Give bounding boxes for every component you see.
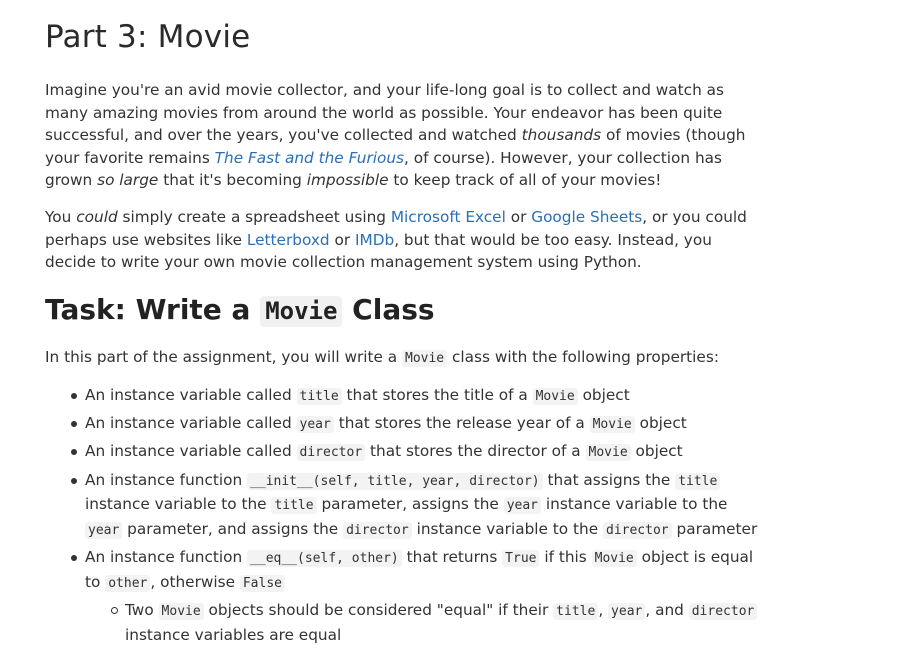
options-text-1: You [45, 208, 77, 226]
inline-code: Movie [533, 388, 578, 405]
list-text: instance variables are equal [125, 625, 342, 644]
options-paragraph [45, 206, 765, 274]
task-heading [45, 293, 435, 326]
intro-text-3: , of course). However, your collection has grown [45, 148, 722, 190]
options-emphasis-could: could [76, 208, 118, 226]
list-text: An instance variable called [85, 386, 297, 404]
task-heading-prefix: Task: Write a [45, 293, 261, 326]
properties-list [45, 384, 765, 650]
inline-code: False [240, 575, 285, 592]
inline-code: Movie [402, 350, 447, 367]
list-text: that returns [401, 547, 503, 566]
list-text: instance variable to the [85, 495, 272, 514]
inline-code: __eq__(self, other) [247, 550, 402, 567]
inline-code: director [603, 522, 672, 539]
inline-code: year [297, 416, 334, 433]
list-text: , [598, 601, 609, 620]
list-text: , otherwise [150, 572, 240, 591]
intro-text-5: to keep track of all of your movies! [388, 171, 662, 190]
list-text: objects should be considered "equal" if their [203, 601, 554, 620]
inline-code: year [85, 522, 122, 539]
task-heading-suffix: Class [342, 293, 435, 326]
inline-code: year [608, 603, 645, 620]
intro-text-4: that it's becoming [158, 171, 307, 190]
intro-emphasis-so-large: so large [97, 171, 159, 190]
page-title: Part 3: Movie [45, 19, 251, 55]
list-text: that stores the release year of a [333, 414, 590, 433]
inline-code: title [553, 603, 598, 620]
list-text: that stores the director of a [365, 442, 586, 461]
letterboxd-link[interactable]: Letterboxd [246, 230, 330, 249]
list-text: object [630, 442, 683, 461]
inline-code: director [297, 444, 366, 461]
options-text-2: simply create a spreadsheet using [117, 208, 391, 226]
list-text: parameter, and assigns the [122, 519, 344, 538]
inline-code: director [689, 603, 758, 620]
inline-code: year [504, 497, 541, 514]
list-text: parameter [671, 519, 758, 538]
favorite-movie-link[interactable]: The Fast and the Furious [214, 148, 405, 167]
google-sheets-link[interactable]: Google Sheets [531, 208, 643, 226]
inline-code: other [105, 575, 150, 592]
task-heading-code: Movie [260, 296, 342, 327]
inline-code: Movie [592, 550, 637, 567]
excel-link[interactable]: Microsoft Excel [390, 208, 506, 226]
list-text: Two [125, 601, 159, 620]
list-text: , and [645, 601, 689, 620]
intro-paragraph [45, 79, 765, 192]
list-item-eq [45, 546, 765, 646]
list-text: that stores the title of a [341, 386, 533, 404]
list-item-director [45, 440, 765, 465]
intro-emphasis-impossible: impossible [306, 171, 389, 190]
options-text-5: or [329, 230, 355, 249]
list-text: instance variable to the [411, 519, 603, 538]
list-text: if this [539, 547, 592, 566]
list-text: object [577, 386, 630, 404]
list-item-init [45, 469, 765, 543]
options-text-6: , but that would be too easy. Instead, you decide to write your own movie collection management system using Python. [45, 230, 712, 272]
options-text-4: , or you could perhaps use websites like [45, 208, 747, 249]
task-intro-paragraph [45, 346, 765, 371]
list-item-eq-detail [85, 599, 765, 646]
intro-emphasis-thousands: thousands [521, 126, 602, 145]
inline-code: director [343, 522, 412, 539]
task-intro-text-2: class with the following properties: [447, 348, 719, 366]
list-item-title [45, 384, 765, 409]
intro-text-1: Imagine you're an avid movie collector, and your life-long goal is to collect and watch as many amazing movies from around the world as possible. Your endeavor has been quite successful, and over the years, you've collected and watched [45, 81, 724, 145]
inline-code: True [502, 550, 539, 567]
inline-code: title [675, 473, 720, 490]
inline-code: Movie [159, 603, 204, 620]
inline-code: Movie [590, 416, 635, 433]
imdb-link[interactable]: IMDb [354, 230, 395, 249]
inline-code: title [271, 497, 316, 514]
intro-text-2: of movies (though your favorite remains [45, 126, 746, 167]
list-text: An instance variable called [85, 414, 297, 433]
inline-code: title [297, 388, 342, 405]
list-text: object [634, 414, 687, 433]
list-text: An instance variable called [85, 442, 297, 461]
list-text: object is equal to [85, 547, 754, 591]
list-text: parameter, assigns the [316, 495, 504, 514]
task-intro-text-1: In this part of the assignment, you will write a [45, 348, 402, 366]
list-text: that assigns the [542, 470, 676, 489]
list-text: An instance function [85, 547, 248, 566]
eq-sublist [85, 599, 765, 646]
list-text: An instance function [85, 470, 248, 489]
inline-code: __init__(self, title, year, director) [247, 473, 543, 490]
inline-code: Movie [586, 444, 631, 461]
list-item-year [45, 412, 765, 437]
options-text-3: or [505, 208, 532, 226]
list-text: instance variable to the [541, 495, 728, 514]
